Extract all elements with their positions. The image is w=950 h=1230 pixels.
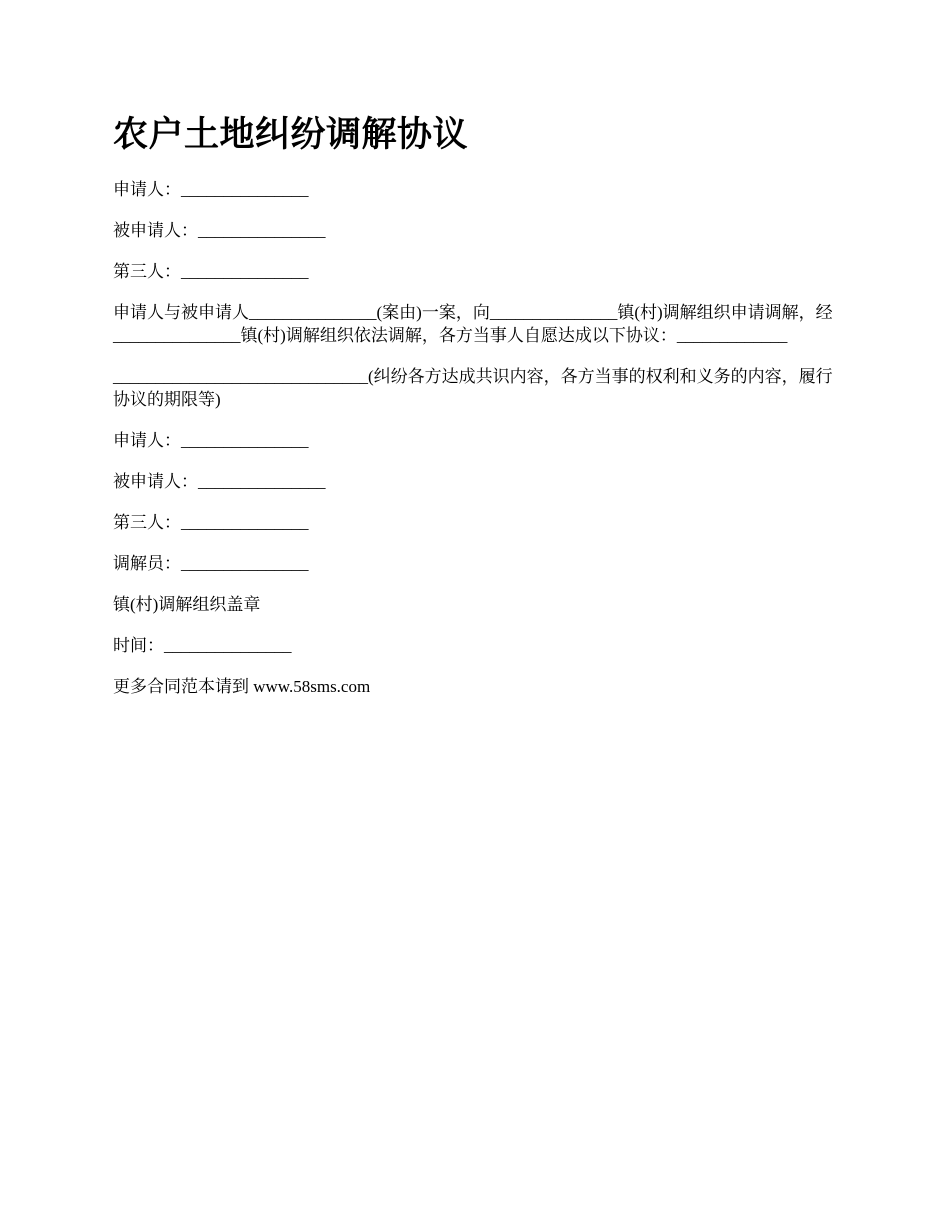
third-party-line: 第三人：_______________ bbox=[113, 262, 309, 281]
footer-link-text: 更多合同范本请到 www.58sms.com bbox=[113, 677, 371, 696]
mediator-signature-line: 调解员：_______________ bbox=[113, 554, 309, 573]
respondent-signature-line: 被申请人：_______________ bbox=[113, 472, 326, 491]
applicant-line: 申请人：_______________ bbox=[113, 180, 309, 199]
date-line: 时间：_______________ bbox=[113, 636, 292, 655]
document-title: 农户土地纠纷调解协议 bbox=[113, 115, 469, 154]
seal-line: 镇(村)调解组织盖章 bbox=[113, 595, 261, 614]
document-page bbox=[113, 110, 833, 698]
third-party-signature-line: 第三人：_______________ bbox=[113, 513, 309, 532]
mediation-statement: 申请人与被申请人_______________(案由)一案，向_______________镇(村)调解组织申请调解，经_______________镇(村)调解组织依法调解，各方当事人自愿达成以下协议：_____________ bbox=[113, 303, 833, 345]
agreement-content-line: ______________________________(纠纷各方达成共识内容，各方当事的权利和义务的内容，履行协议的期限等) bbox=[113, 367, 833, 409]
respondent-line: 被申请人：_______________ bbox=[113, 221, 326, 240]
applicant-signature-line: 申请人：_______________ bbox=[113, 431, 309, 450]
